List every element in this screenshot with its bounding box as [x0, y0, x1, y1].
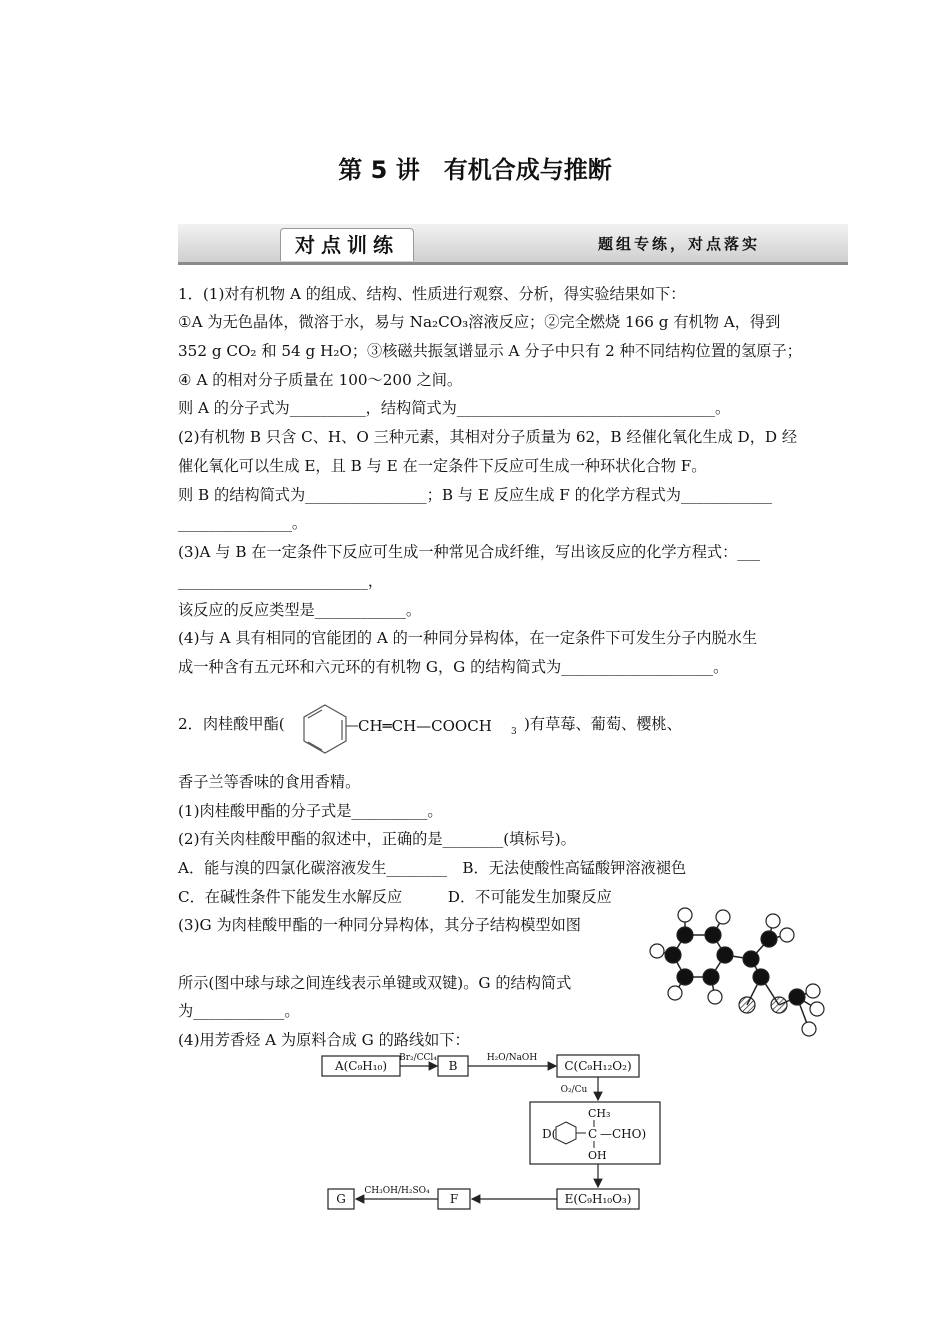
molecule-model-figure [645, 905, 830, 1040]
q2-line-7: (3)G 为肉桂酸甲酯的一种同分异构体，其分子结构模型如图 [178, 916, 581, 934]
route-label-b: B [448, 1059, 458, 1073]
q1-line-12: 该反应的反应类型是____________。 [178, 601, 421, 619]
q1-line-7: 催化氧化可以生成 E，且 B 与 E 在一定条件下反应可生成一种环状化合物 F。 [178, 457, 707, 475]
route-label-a: A(C₉H₁₀) [334, 1059, 388, 1073]
q1-line-9: _______________。 [178, 514, 308, 532]
banner-tab: 对点训练 [280, 228, 414, 261]
q2-prefix: 2．肉桂酸甲酯( [178, 715, 285, 733]
q2-line-3: (1)肉桂酸甲酯的分子式是__________。 [178, 802, 443, 820]
q1-line-8: 则 B 的结构简式为________________；B 与 E 反应生成 F 的化学方程式为____________ [178, 486, 773, 504]
cinnamate-formula: CH═CH—COOCH [358, 717, 492, 735]
q1-line-3: 352 g CO₂ 和 54 g H₂O；③核磁共振氢谱显示 A 分子中只有 2 种不同结构位置的氢原子； [178, 342, 802, 360]
route-label-c: C(C₉H₁₂O₂) [564, 1059, 632, 1073]
route-label-d-ch3: CH₃ [588, 1107, 611, 1120]
q2-line-2: 香子兰等香味的食用香精。 [178, 773, 361, 791]
route-label-d-c: C [588, 1127, 598, 1141]
route-reagent-4: CH₃OH/H₂SO₄ [364, 1186, 430, 1196]
q1-line-6: (2)有机物 B 只含 C、H、O 三种元素，其相对分子质量为 62，B 经催化氧化生成 D，D 经 [178, 428, 798, 446]
route-label-e: E(C₉H₁₀O₃) [564, 1192, 632, 1206]
route-reagent-1: Br₂/CCl₄ [399, 1053, 437, 1063]
q2-suffix: )有草莓、葡萄、樱桃、 [524, 715, 682, 733]
route-label-f: F [449, 1192, 459, 1206]
q1-line-5: 则 A 的分子式为__________，结构简式为__________________________________。 [178, 399, 731, 417]
q1-line-11: _________________________， [178, 572, 384, 590]
route-label-d-oh: OH [588, 1149, 607, 1162]
cinnamate-structure [290, 704, 530, 754]
q1-line-1: 1．(1)对有机物 A 的组成、结构、性质进行观察、分析，得实验结果如下： [178, 285, 686, 303]
cinnamate-formula-sub: 3 [511, 727, 517, 737]
synthesis-route-diagram [320, 1048, 670, 1216]
q2-option-ab: A．能与溴的四氯化碳溶液发生________ B．无法使酸性高锰酸钾溶液褪色 [178, 859, 687, 877]
q2-line-8: 所示(图中球与球之间连线表示单键或双键)。G 的结构简式 [178, 974, 572, 992]
q1-line-2: ①A 为无色晶体，微溶于水，易与 Na₂CO₃溶液反应；②完全燃烧 166 g 有机物 A，得到 [178, 313, 781, 331]
q1-line-10: (3)A 与 B 在一定条件下反应可生成一种常见合成纤维，写出该反应的化学方程式：___ [178, 543, 761, 561]
page-title: 第 5 讲 有机合成与推断 [338, 156, 612, 184]
q2-option-cd: C．在碱性条件下能发生水解反应 D．不可能发生加聚反应 [178, 888, 612, 906]
route-reagent-2: H₂O/NaOH [486, 1053, 538, 1063]
route-label-g: G [336, 1192, 346, 1206]
q2-line-10: (4)用芳香烃 A 为原料合成 G 的路线如下： [178, 1031, 470, 1049]
q2-line-9: 为____________。 [178, 1002, 300, 1020]
q2-line-4: (2)有关肉桂酸甲酯的叙述中，正确的是________(填标号)。 [178, 830, 576, 848]
q1-line-4: ④ A 的相对分子质量在 100～200 之间。 [178, 371, 463, 389]
section-banner [178, 224, 848, 265]
route-label-d-cho: —CHO) [600, 1127, 647, 1141]
q1-line-13: (4)与 A 具有相同的官能团的 A 的一种同分异构体，在一定条件下可发生分子内脱水生 [178, 629, 758, 647]
route-label-d-prefix: D( [542, 1127, 557, 1141]
route-reagent-3: O₂/Cu [560, 1085, 588, 1095]
q1-line-14: 成一种含有五元环和六元环的有机物 G，G 的结构简式为____________________。 [178, 658, 729, 676]
banner-slogan: 题组专练，对点落实 [597, 235, 760, 253]
